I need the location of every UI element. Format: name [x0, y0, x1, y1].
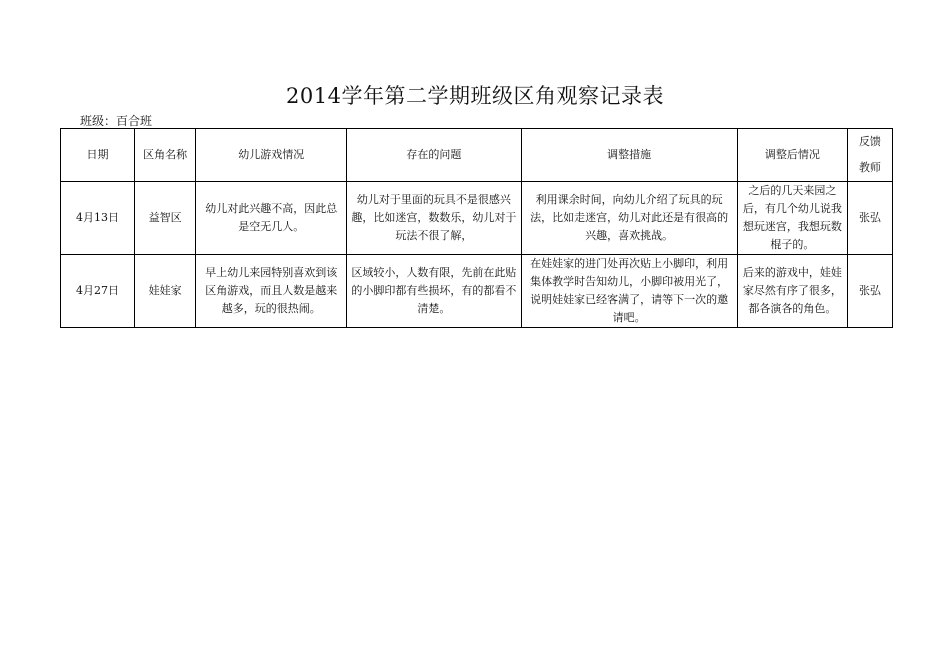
cell-play: 早上幼儿来园特别喜欢到该区角游戏，而且人数是越来越多，玩的很热闹。 [196, 255, 347, 328]
cell-teacher: 张弘 [847, 182, 892, 255]
table-row [61, 255, 893, 328]
header-feedback-line2: 教师 [858, 161, 881, 174]
observation-table [60, 128, 893, 328]
cell-area: 益智区 [135, 182, 196, 255]
cell-measures: 利用课余时间，向幼儿介绍了玩具的玩法，比如走迷宫，幼儿对此还是有很高的兴趣，喜欢挑战。 [521, 182, 737, 255]
cell-after: 之后的几天来园之后，有几个幼儿说我想玩迷宫，我想玩数棍子的。 [737, 182, 847, 255]
cell-date: 4月13日 [61, 182, 135, 255]
cell-date: 4月27日 [61, 255, 135, 328]
header-measures: 调整措施 [521, 129, 737, 182]
cell-problem: 区域较小，人数有限，先前在此贴的小脚印都有些损坏，有的都看不清楚。 [347, 255, 521, 328]
cell-measures: 在娃娃家的进门处再次贴上小脚印，利用集体教学时告知幼儿，小脚印被用光了，说明娃娃家已经客满了，请等下一次的邀请吧。 [521, 255, 737, 328]
header-play: 幼儿游戏情况 [196, 129, 347, 182]
cell-teacher: 张弘 [847, 255, 892, 328]
header-feedback [847, 129, 892, 182]
cell-area: 娃娃家 [135, 255, 196, 328]
table-header-row [61, 129, 893, 182]
table-row [61, 182, 893, 255]
cell-after: 后来的游戏中，娃娃家尽然有序了很多，都各演各的角色。 [737, 255, 847, 328]
header-after: 调整后情况 [737, 129, 847, 182]
header-feedback-line1: 反馈 [858, 135, 881, 148]
page-title: 2014学年第二学期班级区角观察记录表 [286, 84, 664, 108]
header-problem: 存在的问题 [347, 129, 521, 182]
class-label: 班级：百合班 [80, 114, 153, 128]
cell-play: 幼儿对此兴趣不高，因此总是空无几人。 [196, 182, 347, 255]
cell-problem: 幼儿对于里面的玩具不是很感兴趣，比如迷宫，数数乐，幼儿对于玩法不很了解， [347, 182, 521, 255]
header-date: 日期 [61, 129, 135, 182]
header-area: 区角名称 [135, 129, 196, 182]
